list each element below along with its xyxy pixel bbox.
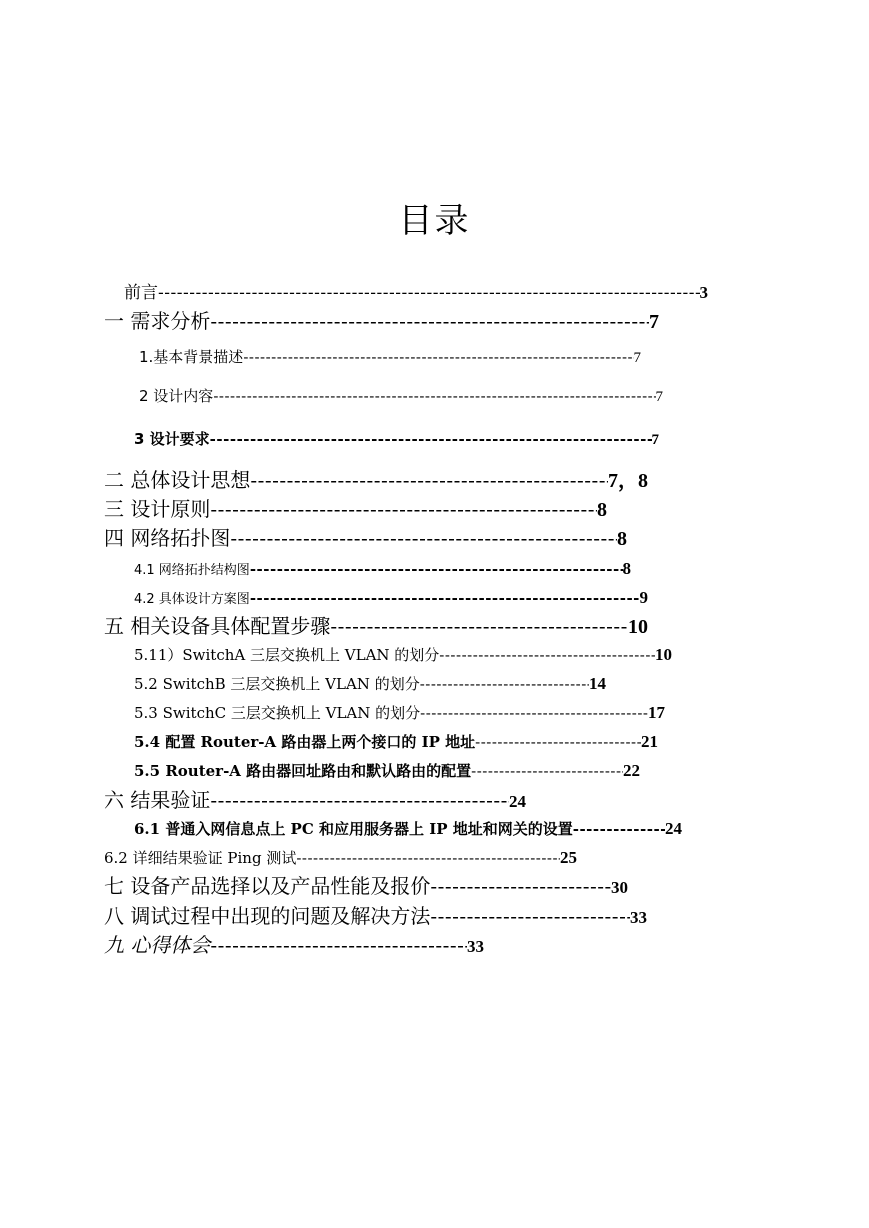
- toc-leader: [250, 562, 623, 577]
- toc-entry[interactable]: [139, 389, 663, 405]
- toc-entry-text: 前言: [124, 283, 158, 303]
- toc-leader: [439, 648, 655, 663]
- toc-entry-page: 7，8: [608, 470, 648, 492]
- toc-leader: [210, 935, 467, 955]
- toc-entry-page: 9: [639, 588, 648, 607]
- toc-entry-text: 六 结果验证: [104, 788, 211, 812]
- toc-entry-text: 6.1 普通入网信息点上 PC 和应用服务器上 IP 地址和网关的设置: [134, 820, 573, 838]
- toc-entry-page: 21: [641, 732, 658, 751]
- toc-leader: [158, 285, 700, 302]
- toc-entry-text: 4.2 具体设计方案图: [134, 592, 250, 607]
- toc-entry[interactable]: [104, 906, 647, 926]
- toc-entry[interactable]: [134, 762, 640, 779]
- toc-leader: [471, 764, 623, 779]
- toc-entry-text: 5.11）SwitchA 三层交换机上 VLAN 的划分: [134, 646, 440, 664]
- toc-entry-page: 8: [617, 528, 627, 550]
- toc-entry[interactable]: [104, 470, 648, 491]
- toc-entry-page: 14: [589, 674, 606, 693]
- toc-leader: [430, 876, 611, 896]
- toc-entry-text: 九 心得体会: [104, 933, 211, 957]
- toc-entry[interactable]: [134, 675, 606, 692]
- toc-entry-page: 24: [665, 819, 682, 838]
- toc-leader: [573, 822, 665, 837]
- toc-entry-page: 7: [651, 432, 659, 448]
- toc-entry-text: 5.4 配置 Router-A 路由器上两个接口的 IP 地址: [134, 733, 476, 751]
- toc-entry-page: 3: [699, 283, 708, 302]
- toc-entry-text: 七 设备产品选择以及产品性能及报价: [104, 874, 431, 898]
- toc-entry[interactable]: [104, 935, 484, 955]
- toc-entry-text: 1.基本背景描述: [139, 348, 244, 366]
- toc-entry-text: 3 设计要求: [134, 430, 210, 448]
- toc-leader: [210, 499, 597, 519]
- page-title: 目录: [398, 201, 471, 241]
- toc-entry-page: 22: [623, 761, 640, 780]
- toc-entry[interactable]: [134, 560, 631, 577]
- toc-entry[interactable]: [124, 284, 708, 302]
- toc-leader: [430, 906, 630, 926]
- toc-entry[interactable]: [104, 876, 628, 896]
- toc-entry[interactable]: [104, 849, 577, 866]
- toc-entry[interactable]: [104, 528, 627, 549]
- toc-entry-page: 7: [633, 350, 641, 366]
- toc-entry-page: 10: [628, 616, 648, 638]
- toc-entry[interactable]: [104, 790, 526, 810]
- toc-entry-text: 2 设计内容: [139, 387, 214, 405]
- toc-entry-text: 一 需求分析: [104, 309, 211, 333]
- toc-entry-page: 24: [509, 792, 526, 811]
- toc-entry[interactable]: [134, 589, 648, 606]
- toc-entry-page: 8: [597, 499, 607, 521]
- toc-leader: [243, 350, 633, 365]
- toc-entry-text: 5.2 SwitchB 三层交换机上 VLAN 的划分: [134, 675, 420, 693]
- toc-entry[interactable]: [134, 646, 672, 663]
- toc-leader: [330, 616, 628, 636]
- toc-entry[interactable]: [139, 350, 641, 366]
- toc-entry[interactable]: [104, 311, 659, 332]
- toc-entry-page: 10: [655, 645, 672, 664]
- toc-entry[interactable]: [134, 820, 682, 837]
- toc-entry-page: 33: [630, 908, 647, 927]
- toc-leader: [210, 311, 649, 331]
- toc-leader: [213, 389, 655, 404]
- toc-entry-text: 4.1 网络拓扑结构图: [134, 563, 250, 578]
- toc-leader: [420, 677, 589, 692]
- toc-leader: [250, 470, 608, 490]
- toc-leader: [420, 706, 648, 721]
- toc-leader: [210, 790, 509, 810]
- toc-entry[interactable]: [104, 499, 607, 520]
- toc-entry-text: 四 网络拓扑图: [104, 526, 231, 550]
- toc-entry-page: 33: [467, 937, 484, 956]
- toc-entry-text: 三 设计原则: [104, 497, 211, 521]
- toc-leader: [210, 432, 652, 447]
- toc-entry-page: 17: [648, 703, 665, 722]
- toc-entry-text: 二 总体设计思想: [104, 468, 251, 492]
- toc-entry-text: 八 调试过程中出现的问题及解决方法: [104, 904, 431, 928]
- toc-entry[interactable]: [134, 733, 658, 750]
- toc-entry-page: 25: [560, 848, 577, 867]
- toc-leader: [250, 591, 640, 606]
- toc-entry-text: 6.2 详细结果验证 Ping 测试: [104, 849, 297, 867]
- toc-entry-text: 5.5 Router-A 路由器回址路由和默认路由的配置: [134, 762, 472, 780]
- toc-entry-page: 7: [649, 311, 659, 333]
- toc-entry[interactable]: [134, 704, 665, 721]
- toc-leader: [296, 851, 560, 866]
- toc-entry-text: 5.3 SwitchC 三层交换机上 VLAN 的划分: [134, 704, 421, 722]
- toc-leader: [475, 735, 641, 750]
- toc-entry[interactable]: [104, 616, 648, 637]
- toc-entry-page: 8: [622, 559, 631, 578]
- toc-entry-page: 30: [611, 878, 628, 897]
- toc-entry-text: 五 相关设备具体配置步骤: [104, 614, 331, 638]
- toc-entry[interactable]: [134, 432, 659, 448]
- toc-entry-page: 7: [655, 389, 663, 405]
- toc-leader: [230, 528, 617, 548]
